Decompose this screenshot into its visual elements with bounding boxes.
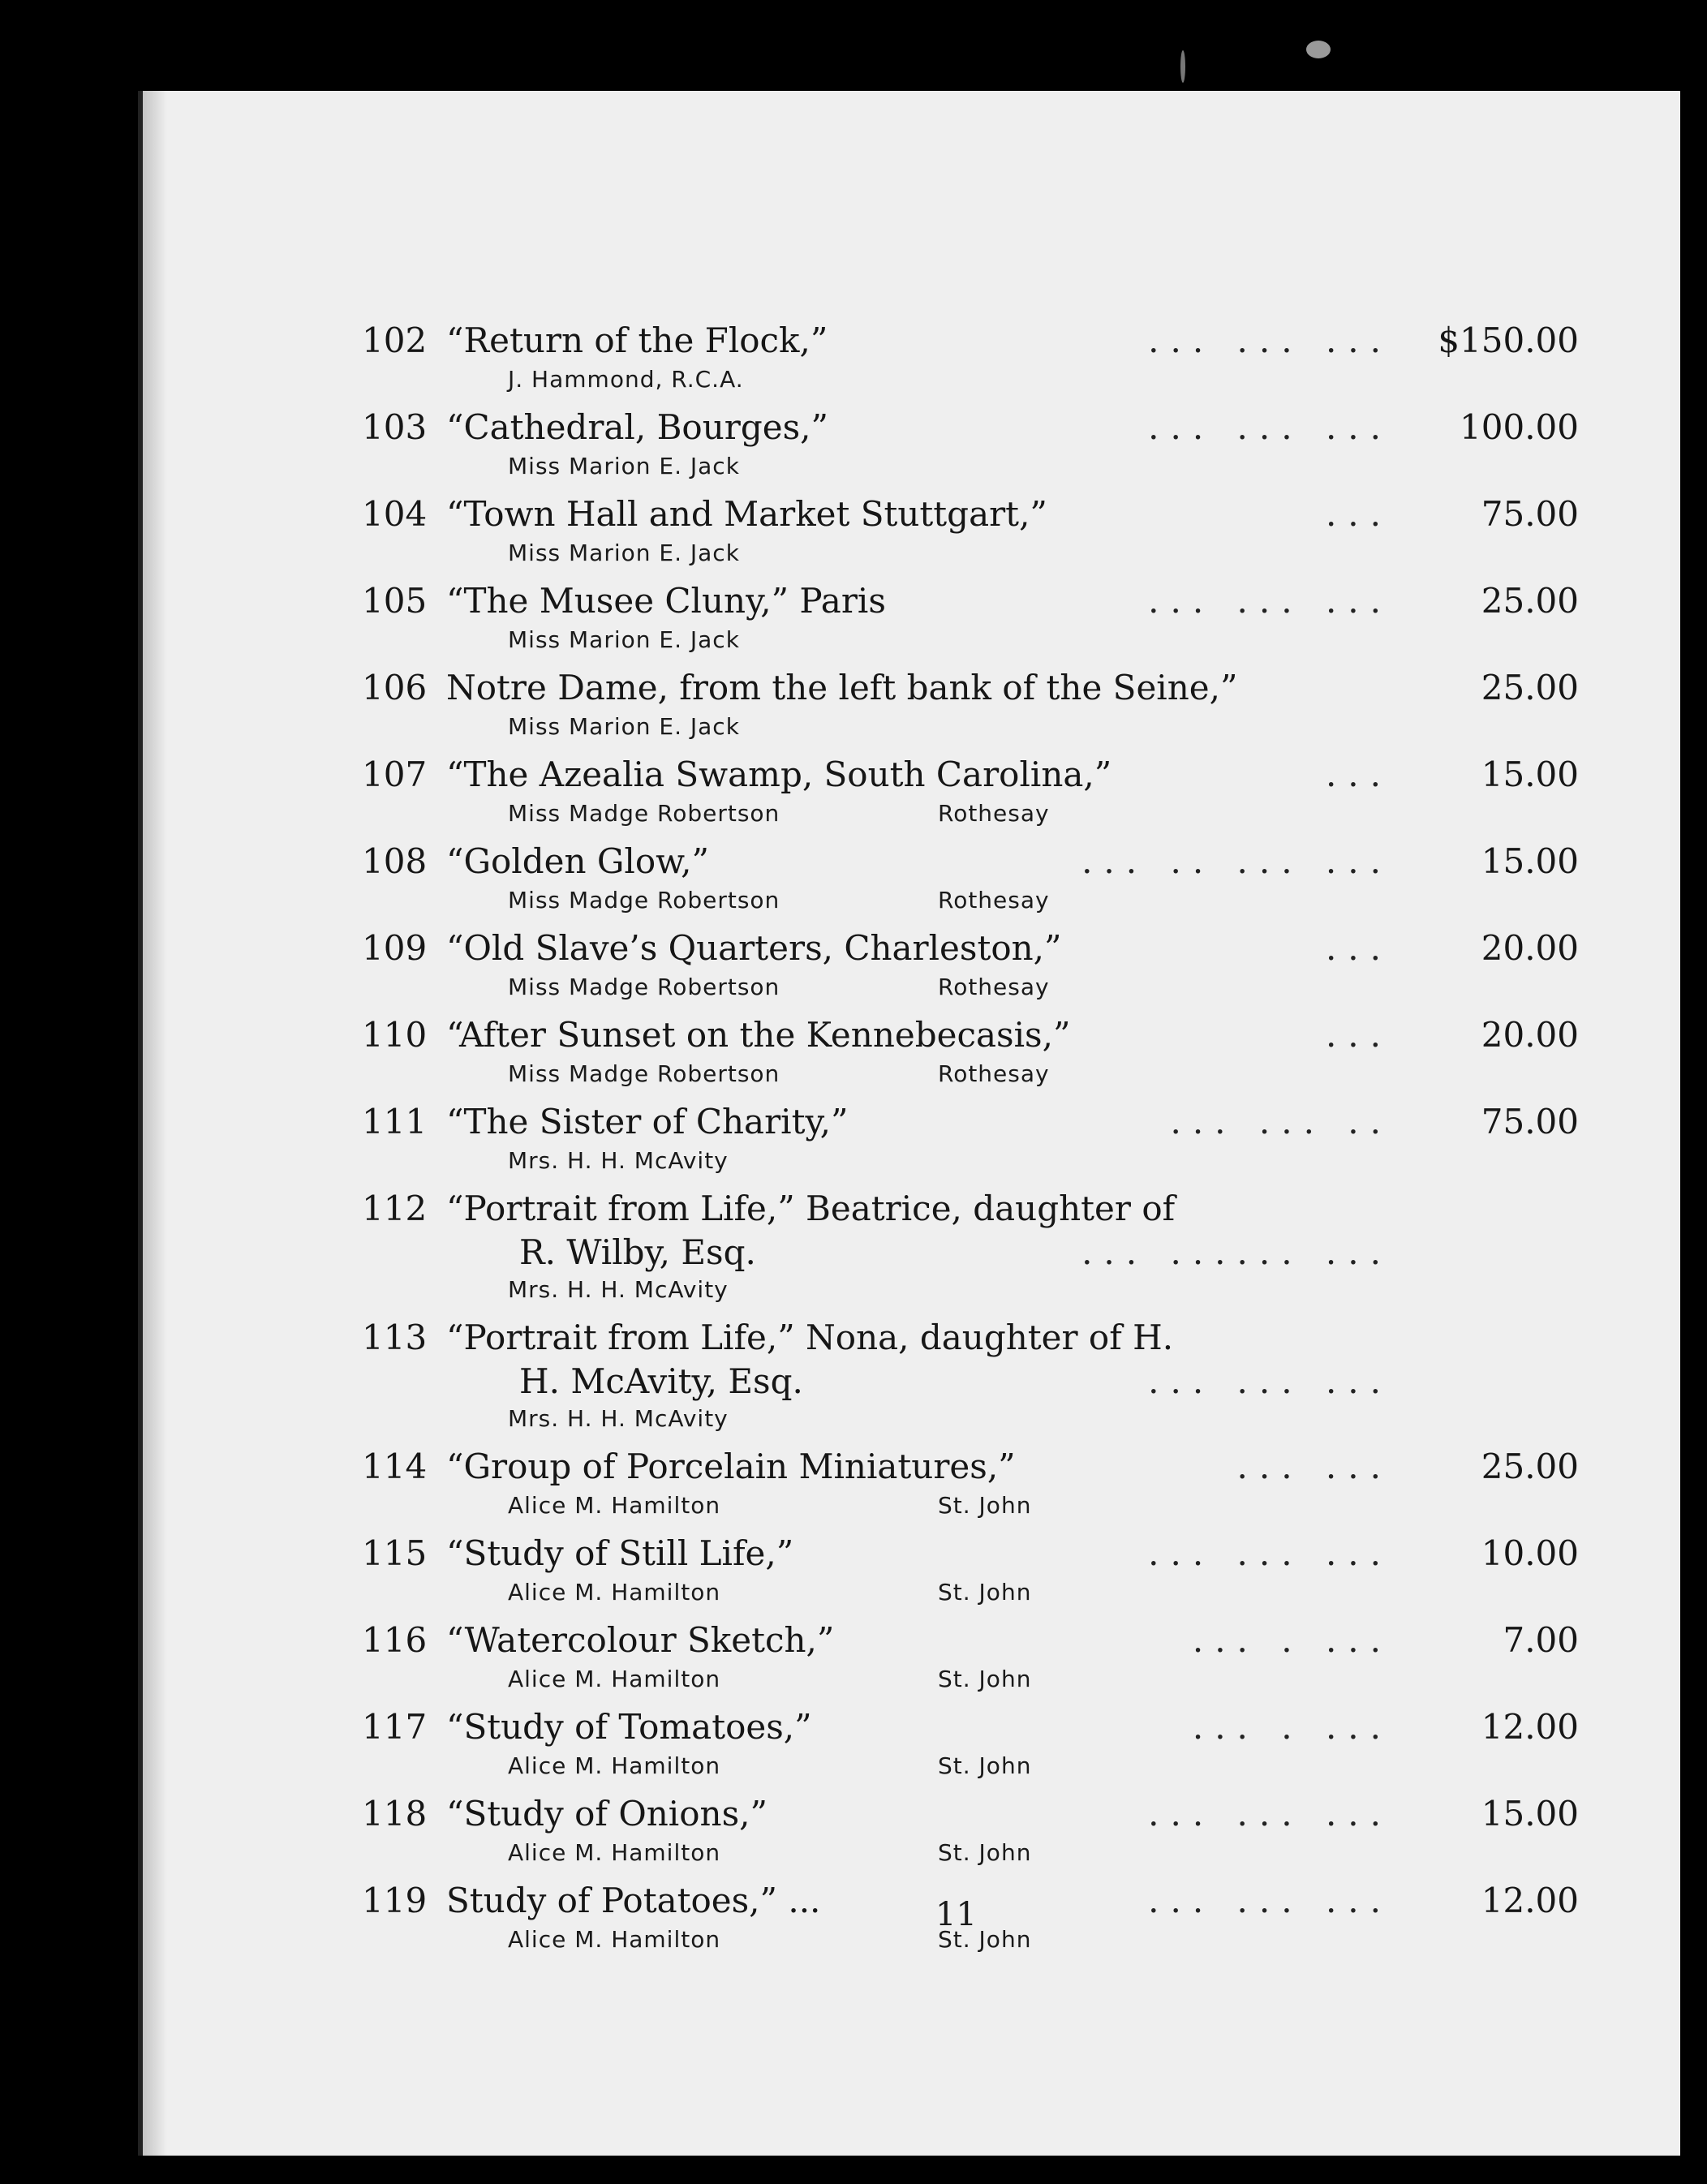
- entry-title-row: [362, 1186, 1579, 1232]
- entry-title: “The Sister of Charity,”: [446, 1102, 849, 1141]
- entry-price: 25.00: [1481, 668, 1579, 707]
- artist-name: Miss Madge Robertson: [508, 800, 780, 827]
- entry-artist-row: [362, 450, 1579, 483]
- entry-price: 7.00: [1503, 1620, 1579, 1660]
- entry-title-row: [362, 1012, 1579, 1058]
- leader-dots: ... ... ...: [1148, 1881, 1392, 1920]
- entry-artist-row: [362, 1663, 1579, 1696]
- entry-number: 112: [362, 1189, 428, 1228]
- leader-dots: ... ... ...: [1148, 1794, 1392, 1834]
- entry-number: 110: [362, 1015, 428, 1055]
- artist-name: Miss Marion E. Jack: [508, 453, 740, 479]
- entry-title: “Group of Porcelain Miniatures,”: [446, 1447, 1016, 1486]
- artist-place: St. John: [938, 1579, 1032, 1606]
- entry-number: 119: [362, 1881, 428, 1920]
- entry-artist-row: [362, 1274, 1579, 1306]
- catalogue-entry: [362, 1444, 1579, 1522]
- entry-title-row: [362, 1531, 1579, 1576]
- artist-name: Miss Madge Robertson: [508, 974, 780, 1000]
- entry-number: 109: [362, 928, 428, 968]
- entry-number: 118: [362, 1794, 428, 1834]
- entry-title-row: [362, 318, 1579, 363]
- entry-number: 115: [362, 1533, 428, 1573]
- entry-title-row: [362, 1791, 1579, 1837]
- leader-dots: ...: [1325, 755, 1392, 794]
- entry-title-row: [362, 839, 1579, 884]
- entry-artist-row: [362, 884, 1579, 917]
- leader-dots: ... . ...: [1192, 1707, 1392, 1747]
- artist-name: Alice M. Hamilton: [508, 1579, 721, 1606]
- entry-artist-row: [362, 624, 1579, 656]
- entry-number: 105: [362, 581, 428, 621]
- entry-price: $150.00: [1438, 320, 1579, 360]
- entry-title: “Portrait from Life,” Beatrice, daughter of: [446, 1189, 1176, 1228]
- leader-dots: ... ... ...: [1148, 407, 1392, 447]
- catalogue-entry: [362, 492, 1579, 570]
- entry-title-continuation: [362, 1361, 1579, 1403]
- entry-artist-row: [362, 1058, 1579, 1090]
- artist-name: Mrs. H. H. McAvity: [508, 1276, 729, 1303]
- catalogue-entry: [362, 1705, 1579, 1782]
- entry-number: 107: [362, 755, 428, 794]
- entry-price: 15.00: [1481, 1794, 1579, 1834]
- entry-title: “Golden Glow,”: [446, 841, 709, 881]
- entry-artist-row: [362, 1837, 1579, 1869]
- artist-name: Miss Madge Robertson: [508, 887, 780, 914]
- entry-artist-row: [362, 1750, 1579, 1782]
- catalogue-page: [138, 91, 1680, 2156]
- artist-name: Miss Marion E. Jack: [508, 540, 740, 566]
- entry-price: 25.00: [1481, 1447, 1579, 1486]
- entry-artist-row: [362, 1403, 1579, 1435]
- artist-name: Mrs. H. H. McAvity: [508, 1147, 729, 1174]
- artist-name: Alice M. Hamilton: [508, 1752, 721, 1779]
- entry-title-row: [362, 1315, 1579, 1361]
- entry-title-row: [362, 926, 1579, 971]
- entry-title: “Study of Onions,”: [446, 1794, 768, 1834]
- scan-speck: [1180, 50, 1185, 83]
- entry-number: 106: [362, 668, 428, 707]
- scan-speck: [1306, 41, 1331, 58]
- entry-title: “Study of Tomatoes,”: [446, 1707, 812, 1747]
- entry-number: 114: [362, 1447, 428, 1486]
- entry-price: 100.00: [1460, 407, 1579, 447]
- entry-price: 15.00: [1481, 755, 1579, 794]
- entry-price: 12.00: [1481, 1707, 1579, 1747]
- entry-artist-row: [362, 537, 1579, 570]
- catalogue-entry: [362, 665, 1579, 743]
- leader-dots: ... .. ... ...: [1081, 841, 1392, 881]
- artist-place: Rothesay: [938, 800, 1050, 827]
- entry-price: 15.00: [1481, 841, 1579, 881]
- artist-name: Miss Madge Robertson: [508, 1060, 780, 1087]
- leader-dots: ... ... ...: [1148, 1533, 1392, 1573]
- entry-title-row: [362, 1099, 1579, 1145]
- entry-title-row: [362, 492, 1579, 537]
- leader-dots: ... . ...: [1192, 1620, 1392, 1660]
- entry-title: “The Azealia Swamp, South Carolina,”: [446, 755, 1112, 794]
- entry-number: 111: [362, 1102, 428, 1141]
- artist-name: Miss Marion E. Jack: [508, 713, 740, 740]
- entry-title: “Town Hall and Market Stuttgart,”: [446, 494, 1047, 534]
- entry-title-row: [362, 665, 1579, 711]
- entry-title: “The Musee Cluny,” Paris: [446, 581, 886, 621]
- entry-artist-row: [362, 363, 1579, 396]
- entry-title: “Study of Still Life,”: [446, 1533, 794, 1573]
- artist-place: Rothesay: [938, 887, 1050, 914]
- leader-dots: ... ... ..: [1170, 1102, 1392, 1141]
- artist-place: St. John: [938, 1752, 1032, 1779]
- artist-name: Alice M. Hamilton: [508, 1666, 721, 1692]
- entry-artist-row: [362, 1490, 1579, 1522]
- catalogue-entries: [362, 318, 1579, 1965]
- entry-price: 25.00: [1481, 581, 1579, 621]
- entry-price: 10.00: [1481, 1533, 1579, 1573]
- leader-dots: ... ... ...: [1148, 320, 1392, 360]
- leader-dots: ... ... ...: [1148, 1361, 1392, 1401]
- catalogue-entry: [362, 1186, 1579, 1306]
- artist-name: Alice M. Hamilton: [508, 1492, 721, 1519]
- entry-title: “Watercolour Sketch,”: [446, 1620, 835, 1660]
- entry-price: 12.00: [1481, 1881, 1579, 1920]
- artist-name: Mrs. H. H. McAvity: [508, 1405, 729, 1432]
- artist-place: St. John: [938, 1666, 1032, 1692]
- entry-title-cont-text: H. McAvity, Esq.: [519, 1361, 803, 1401]
- entry-price: 20.00: [1481, 1015, 1579, 1055]
- entry-price: 75.00: [1481, 494, 1579, 534]
- artist-name: J. Hammond, R.C.A.: [508, 366, 744, 393]
- artist-name: Miss Marion E. Jack: [508, 626, 740, 653]
- leader-dots: ...: [1325, 494, 1392, 534]
- entry-number: 108: [362, 841, 428, 881]
- artist-name: Alice M. Hamilton: [508, 1839, 721, 1866]
- entry-title: Notre Dame, from the left bank of the Seine,”: [446, 668, 1238, 707]
- entry-title: “Return of the Flock,”: [446, 320, 828, 360]
- catalogue-entry: [362, 752, 1579, 830]
- catalogue-entry: [362, 1791, 1579, 1869]
- artist-place: Rothesay: [938, 1060, 1050, 1087]
- entry-artist-row: [362, 711, 1579, 743]
- entry-title-row: [362, 1705, 1579, 1750]
- page-number: 11: [935, 1896, 977, 1933]
- catalogue-entry: [362, 578, 1579, 656]
- entry-number: 116: [362, 1620, 428, 1660]
- artist-place: Rothesay: [938, 974, 1050, 1000]
- entry-number: 104: [362, 494, 428, 534]
- leader-dots: ...: [1325, 1015, 1392, 1055]
- leader-dots: ... ...: [1236, 1447, 1392, 1486]
- catalogue-entry: [362, 1315, 1579, 1435]
- entry-artist-row: [362, 798, 1579, 830]
- entry-number: 113: [362, 1318, 428, 1357]
- entry-artist-row: [362, 1145, 1579, 1177]
- entry-title-row: [362, 405, 1579, 450]
- artist-place: St. John: [938, 1492, 1032, 1519]
- catalogue-entry: [362, 1531, 1579, 1609]
- artist-place: St. John: [938, 1926, 1032, 1953]
- leader-dots: ... ...... ...: [1081, 1232, 1392, 1272]
- entry-title: “Cathedral, Bourges,”: [446, 407, 828, 447]
- entry-title-row: [362, 1618, 1579, 1663]
- entry-title: “After Sunset on the Kennebecasis,”: [446, 1015, 1071, 1055]
- entry-number: 117: [362, 1707, 428, 1747]
- gutter-shadow: [143, 91, 167, 2156]
- entry-title-cont-text: R. Wilby, Esq.: [519, 1232, 756, 1272]
- catalogue-entry: [362, 839, 1579, 917]
- entry-title-row: [362, 1444, 1579, 1490]
- entry-number: 102: [362, 320, 428, 360]
- entry-number: 103: [362, 407, 428, 447]
- artist-name: Alice M. Hamilton: [508, 1926, 721, 1953]
- entry-title-row: [362, 752, 1579, 798]
- leader-dots: ... ... ...: [1148, 581, 1392, 621]
- catalogue-entry: [362, 405, 1579, 483]
- entry-title-continuation: [362, 1232, 1579, 1274]
- entry-title: Study of Potatoes,” ...: [446, 1881, 821, 1920]
- artist-place: St. John: [938, 1839, 1032, 1866]
- entry-title: “Old Slave’s Quarters, Charleston,”: [446, 928, 1062, 968]
- entry-title-row: [362, 578, 1579, 624]
- leader-dots: ...: [1325, 928, 1392, 968]
- catalogue-entry: [362, 1618, 1579, 1696]
- entry-artist-row: [362, 971, 1579, 1004]
- catalogue-entry: [362, 926, 1579, 1004]
- entry-price: 75.00: [1481, 1102, 1579, 1141]
- catalogue-entry: [362, 1012, 1579, 1090]
- entry-price: 20.00: [1481, 928, 1579, 968]
- entry-artist-row: [362, 1576, 1579, 1609]
- entry-title: “Portrait from Life,” Nona, daughter of H.: [446, 1318, 1174, 1357]
- catalogue-entry: [362, 318, 1579, 396]
- catalogue-entry: [362, 1099, 1579, 1177]
